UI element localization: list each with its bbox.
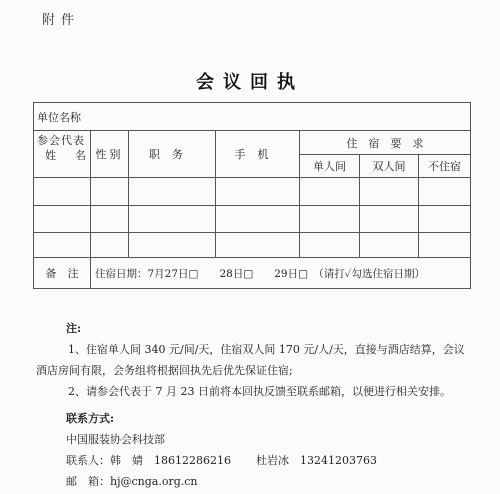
table-line-h3 <box>33 205 471 206</box>
table-line-h2 <box>33 177 471 178</box>
rep-name-header <box>37 133 89 177</box>
page-title: 会议回执 <box>196 72 304 93</box>
double-room-header: 双人间 <box>372 160 406 173</box>
mobile-header: 手机 <box>234 148 281 161</box>
attachment-label: 附件 <box>42 13 81 28</box>
contact-person-1: 联系人：韩 婧 18612286216 <box>66 454 231 467</box>
table-border-right <box>470 102 471 289</box>
no-stay-header: 不住宿 <box>428 160 461 173</box>
position-header: 职务 <box>149 148 195 161</box>
contact-person-2: 杜岩冰 13241203763 <box>256 454 377 467</box>
rep-name-header-line1: 参会代表 <box>37 134 85 147</box>
table-line-h4 <box>33 232 471 233</box>
remark-label: 备 注 <box>45 267 79 280</box>
contact-email: 邮 箱：hj@cnga.org.cn <box>66 475 198 488</box>
note-line-2: 2、请参会代表于 7 月 23 日前将本回执反馈至联系邮箱，以便进行相关安排。 <box>68 385 451 398</box>
single-room-header: 单人间 <box>313 160 346 173</box>
unit-name-field[interactable] <box>92 103 470 130</box>
rep-name-header-line2: 姓 名 <box>45 149 90 162</box>
notes-heading: 注: <box>66 322 82 335</box>
contact-heading: 联系方式: <box>66 412 115 425</box>
note-line-1b: 酒店房间有限，会务组将根据回执先后优先保证住宿; <box>36 364 293 377</box>
reply-form-table <box>33 102 471 289</box>
gender-header: 性别 <box>95 148 124 161</box>
unit-name-label: 单位名称 <box>37 110 81 124</box>
lodging-header: 住 宿 要 求 <box>346 136 424 150</box>
stay-dates-text: 住宿日期：7月27日□ 28日□ 29日□ （请打✓勾选住宿日期） <box>95 267 426 280</box>
contact-org: 中国服装协会科技部 <box>66 433 165 446</box>
table-border-bottom <box>33 288 471 289</box>
note-line-1a: 1、住宿单人间 340 元/间/天，住宿双人间 170 元/人/天，直接与酒店结算，会议 <box>68 343 465 356</box>
